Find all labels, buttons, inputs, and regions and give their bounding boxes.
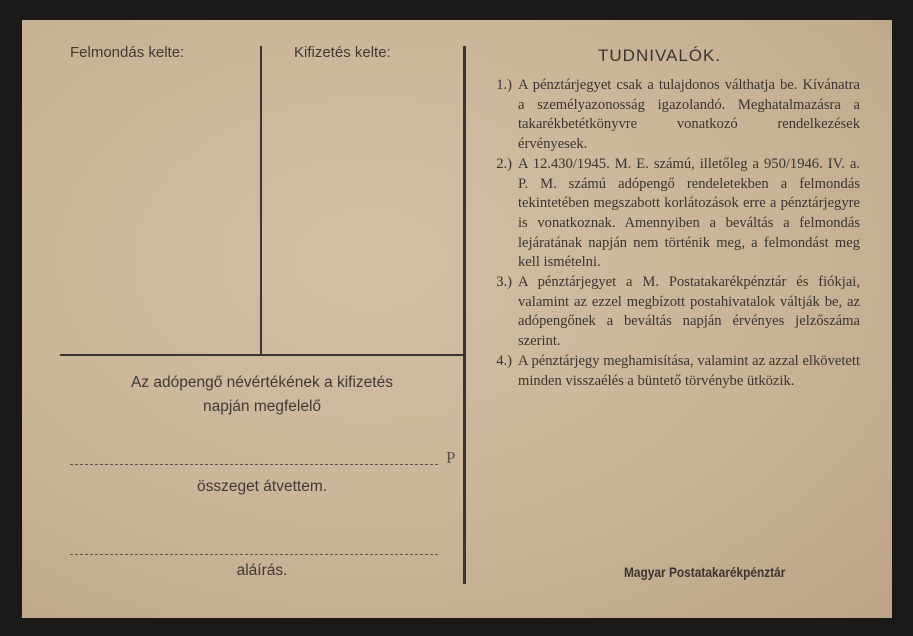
- kifizetes-kelte-label: Kifizetés kelte:: [294, 44, 391, 61]
- note-item: [480, 273, 860, 352]
- signature-dotted-line: [70, 554, 438, 555]
- main-divider-line: [463, 46, 466, 584]
- amount-dotted-line: [70, 464, 438, 465]
- p-mark: P: [446, 448, 456, 467]
- document-card: [22, 20, 892, 618]
- horizontal-divider-line: [60, 354, 464, 356]
- tudnivalok-heading: TUDNIVALÓK.: [598, 46, 722, 65]
- alairas-text: aláírás.: [236, 562, 288, 579]
- note-number: 4.): [496, 352, 512, 369]
- note-number: 1.): [496, 77, 512, 93]
- notes-list: [480, 76, 860, 391]
- note-number: 3.): [496, 274, 512, 291]
- nominal-value-line1: Az adópengő névértékének a kifizetés: [131, 374, 393, 391]
- nominal-value-line2: napján megfelelő: [202, 398, 322, 415]
- felmondas-kelte-label: Felmondás kelte:: [70, 44, 185, 61]
- osszeget-atvettem-text: összeget átvettem.: [196, 478, 328, 495]
- note-item: [480, 352, 860, 391]
- left-divider-line: [260, 46, 262, 354]
- note-text: A 12.430/1945. M. E. számú, illetőleg a 950/1946. IV. a. P. M. számú adópengő rendeletekben a felmondás tekintetében megszabott korlátozások erre a pénztárjegyre is vonatkoznak. Amennyiben a beváltás a felmondás lejáratának napján nem történik meg, a felmondást meg kell ismételni.: [518, 155, 860, 271]
- note-text: A pénztárjegyet csak a tulajdonos válthatja be. Kívánatra a személyazonosság igazolandó. Meghatalmazásra a takarékbetétkönyvre vonatkozó rendelkezések érvényesek.: [518, 77, 860, 153]
- issuer-name: Magyar Postatakarékpénztár: [624, 564, 786, 580]
- note-item: [480, 155, 860, 273]
- note-text: A pénztárjegy meghamisítása, valamint az azzal elkövetett minden visszaélés a büntető törvénybe ütközik.: [518, 352, 860, 389]
- note-number: 2.): [496, 155, 512, 172]
- note-text: A pénztárjegyet a M. Postatakarékpénztár és fiókjai, valamint az ezzel megbízott postahivatalok váltják be, az adópengőnek a beváltás napján érvényes jelzőszáma szerint.: [518, 274, 860, 350]
- note-item: [480, 76, 860, 155]
